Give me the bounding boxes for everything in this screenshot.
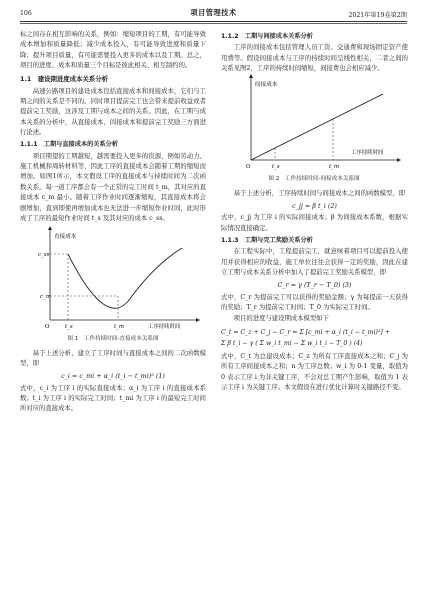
paragraph: 基于上述分析，建立了工序时间与直接成本之间的二次函数模型，即 <box>20 349 206 367</box>
figure-2 <box>221 74 407 184</box>
paragraph: 项目的进度与建设期成本模型如下 <box>233 314 329 322</box>
fig2-origin: O <box>246 164 251 171</box>
paragraph: 式中，C_t 为总建设成本；C_z 为所有工序直接成本之和；C_j 为所有工序间接成本之和；n 为工序总数；w_i 为 0-1 变量，取值为 0 表示工序 i 为非关键工序，不会对总工期产生影响，取值为 1 表示工序 i 为关键工序。本文假设在进行优化计算时关键路径不变。 <box>221 352 408 391</box>
paragraph: 式中，c_i 为工序 i 的实际直接成本；α_i 为工序 i 的直接成本系数；t_i 为工序 i 的实际完工时间；t_mi 为工序 i 的最短完工时间所对应的直接成本。 <box>20 384 206 413</box>
fig2-ts-label: t_s <box>272 164 280 171</box>
fig1-cm-label: c_m <box>40 294 51 301</box>
paragraph: 项目期望的工期越短，越需要投入更多的资源，例如劳动力、施工机械和周转材料等，因此工序的直接成本会随着工期的缩短而增加。如图1所示，本文假设工序的直接成本与持续时间为二次函数关系。每一道工序都会有一个正常的完工时间 t_m，其对应的直接成本 c_m 最小。随着工序作业时间逐渐缩短，其直接成本将会剧增加，直到即使再增加成本也无法进一步缩短作业时间，此时形成了工序的最短作业时间 t_s 及其对应的成本 c_ss。 <box>20 152 206 222</box>
page-number: 106 <box>20 10 32 17</box>
page-header <box>20 8 407 20</box>
fig2-tm-label: t_m <box>329 164 339 171</box>
figure-2-caption: 图 2 工作持续时间-间接成本关系图 <box>268 176 360 183</box>
paragraph: 式中，c_jj 为工序 i 的实际间接成本；β 为间接成本系数，根据实际情况直接确定。 <box>221 214 408 232</box>
figure-2-plot <box>221 74 407 172</box>
figure-1-caption: 图 1 工作持续时间-直接成本关系图 <box>67 336 159 343</box>
figure-1 <box>20 224 206 344</box>
header-rule <box>20 21 407 22</box>
fig1-tm-label: t_m <box>114 324 124 331</box>
fig2-xlabel: 工序持续时间 <box>351 150 384 157</box>
subsection-heading: 1.1.3 工期与完工奖励关系分析 <box>221 237 313 245</box>
formula-1: c_i = c_mi + α_i (t_i − t_mi)² (1) <box>61 372 165 381</box>
figure-1-plot <box>20 224 206 332</box>
issue-info: 2021年第19卷第2期 <box>348 12 407 19</box>
paragraph: 式中，C_r 为提前完工可以获得的奖励金额；γ 为每提前一天获得的奖励；T_r 为提前完工时间；T_0 为实际完工时间。 <box>221 293 408 312</box>
paragraph: 基于上述分析，工序持续时间与间接成本之间的函数模型，即 <box>233 189 405 197</box>
fig1-origin: O <box>45 324 50 331</box>
paragraph: 标之间存在相互影响的关系，例如：缩短项目的工期，有可能导致成本增加和质量降低；减少成本投入，有可能导致进度和质量下降；提升项目质量，有可能需要投入更多的成本以及工期。总之，项目的进度、成本和质量三个目标是彼此相关、相互制约的。 <box>20 31 206 70</box>
formula-4-line-2: Σ β t_i − γ ( Σ w_i t_mi − Σ w_i t_i − T_0 ) (4) <box>221 339 363 347</box>
paragraph: 在工程实际中，工程提前完工，就意味着项目可以提前投入使用并获得相应的收益，施工单位往往会获得一定的奖励，因此在建立工期与成本关系分析中加入了提前完工奖励关系模型，即 <box>221 248 408 277</box>
right-column <box>221 30 408 393</box>
formula-3: C_r = γ (T_r − T_0) (3) <box>277 281 352 290</box>
fig2-ylabel: 间接成本 <box>255 82 278 89</box>
paragraph: 工序的间接成本包括管理人员工资、交通费和现场固定资产使用费等。假设间接成本与工序的持续时间呈线性相关，二者之间的关系见图2，工序的持续时间缩短，间接费也会相应减少。 <box>221 44 408 73</box>
section-heading: 1.1 建设期进度成本关系分析 <box>20 75 109 84</box>
subsection-heading: 1.1.1 工期与直接成本的关系分析 <box>20 141 119 149</box>
paragraph: 高速公路项目的建设成本包括直接成本和间接成本，它们与工期之间的关系是不同的。同时项目提前完工也会带来提前收益或者提前完工奖励，这涉及工期与成本之间的关系。因此，在工期与成本关系的分析中，从直接成本、间接成本和提前完工奖励三方面进行论述。 <box>20 87 206 137</box>
left-column <box>20 30 206 415</box>
formula-2: c_jj = β t_i (2) <box>292 202 337 211</box>
fig1-xlabel: 工序持续时间 <box>148 324 181 331</box>
subsection-heading: 1.1.2 工期与间接成本关系分析 <box>221 33 313 40</box>
formula-4 <box>221 327 408 349</box>
fig1-ts-label: t_s <box>65 324 73 331</box>
fig1-ylabel: 直接成本 <box>54 234 77 241</box>
header-rule-thin <box>20 23 407 24</box>
formula-4-line-1: C_t = C_z + C_j − C_r = Σ [c_mi + α_i (t_i − t_mi)²] + <box>221 328 390 336</box>
journal-title: 项目管理技术 <box>190 8 237 17</box>
fig1-css-label: c_ss <box>38 252 50 259</box>
